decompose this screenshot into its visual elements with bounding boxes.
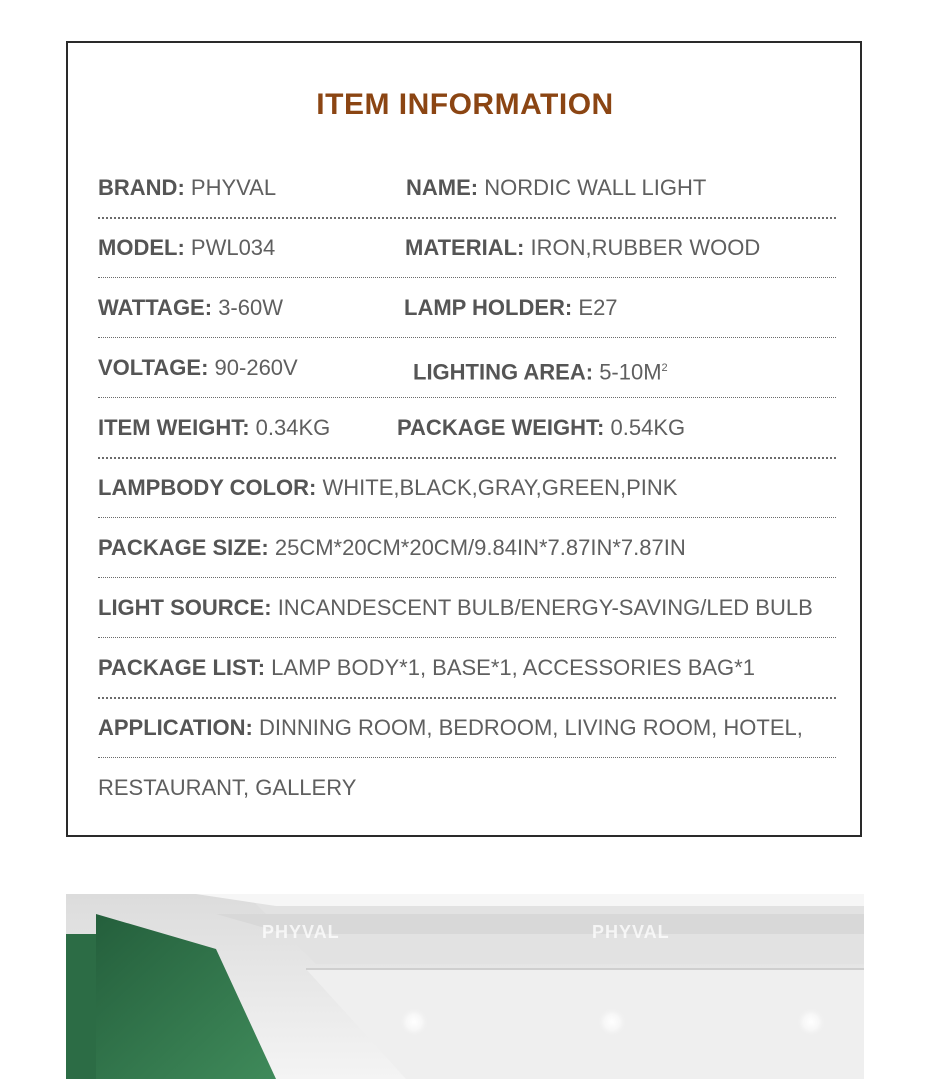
package-weight-value: 0.54KG [610, 415, 686, 440]
lighting-area-label: LIGHTING AREA: [413, 359, 594, 385]
light-source-value: INCANDESCENT BULB/ENERGY-SAVING/LED BULB [277, 595, 813, 620]
spec-row-application [98, 713, 836, 773]
dotted-divider [98, 217, 836, 219]
application-value: DINNING ROOM, BEDROOM, LIVING ROOM, HOTEL, [258, 715, 803, 740]
application-label: APPLICATION: [98, 715, 253, 740]
item-weight-value: 0.34KG [255, 415, 331, 440]
wattage-label: WATTAGE: [98, 295, 213, 320]
voltage-label: VOLTAGE: [98, 355, 209, 380]
dotted-divider [98, 337, 836, 338]
dotted-divider [98, 517, 836, 518]
lampbody-color-value: WHITE,BLACK,GRAY,GREEN,PINK [322, 475, 678, 500]
package-list-value: LAMP BODY*1, BASE*1, ACCESSORIES BAG*1 [271, 655, 755, 680]
name-label: NAME: [406, 175, 479, 200]
material-value: IRON,RUBBER WOOD [530, 235, 761, 260]
spec-row-model [98, 233, 836, 293]
lamp-holder-value: E27 [578, 295, 618, 320]
lighting-area-superscript: 2 [661, 362, 668, 374]
brand-label: BRAND: [98, 175, 185, 200]
ceiling-illustration [66, 894, 864, 1079]
spec-row-package-list [98, 653, 836, 713]
watermark-left: PHYVAL [262, 922, 340, 942]
dotted-divider [98, 457, 836, 459]
model-label: MODEL: [98, 235, 185, 260]
material-label: MATERIAL: [405, 235, 525, 260]
package-size-value: 25CM*20CM*20CM/9.84IN*7.87IN*7.87IN [274, 535, 686, 560]
spec-row-brand [98, 173, 836, 233]
dotted-divider [98, 577, 836, 578]
lamp-holder-label: LAMP HOLDER: [404, 295, 573, 320]
spec-row-package-size [98, 533, 836, 593]
wattage-value: 3-60W [218, 295, 283, 320]
spec-row-voltage [98, 353, 836, 413]
section-title: ITEM INFORMATION [316, 88, 614, 121]
item-weight-label: ITEM WEIGHT: [98, 415, 250, 440]
spec-row-application-continued [98, 773, 836, 833]
dotted-divider [98, 277, 836, 278]
application-value-continued: RESTAURANT, GALLERY [98, 775, 357, 800]
spec-row-lampbody-color [98, 473, 836, 533]
package-weight-label: PACKAGE WEIGHT: [397, 415, 605, 440]
package-list-label: PACKAGE LIST: [98, 655, 266, 680]
package-size-label: PACKAGE SIZE: [98, 535, 269, 560]
voltage-value: 90-260V [214, 355, 298, 380]
dotted-divider [98, 697, 836, 699]
watermark-right: PHYVAL [592, 922, 670, 942]
spec-row-light-source [98, 593, 836, 653]
name-value: NORDIC WALL LIGHT [484, 175, 707, 200]
dotted-divider [98, 397, 836, 398]
light-source-label: LIGHT SOURCE: [98, 595, 272, 620]
lighting-area-value: 5-10M [599, 359, 662, 385]
spec-row-weight [98, 413, 836, 473]
room-photo [66, 894, 864, 1079]
model-value: PWL034 [190, 235, 276, 260]
lampbody-color-label: LAMPBODY COLOR: [98, 475, 317, 500]
dotted-divider [98, 757, 836, 758]
dotted-divider [98, 637, 836, 638]
spec-row-wattage [98, 293, 836, 353]
brand-value: PHYVAL [190, 175, 277, 200]
